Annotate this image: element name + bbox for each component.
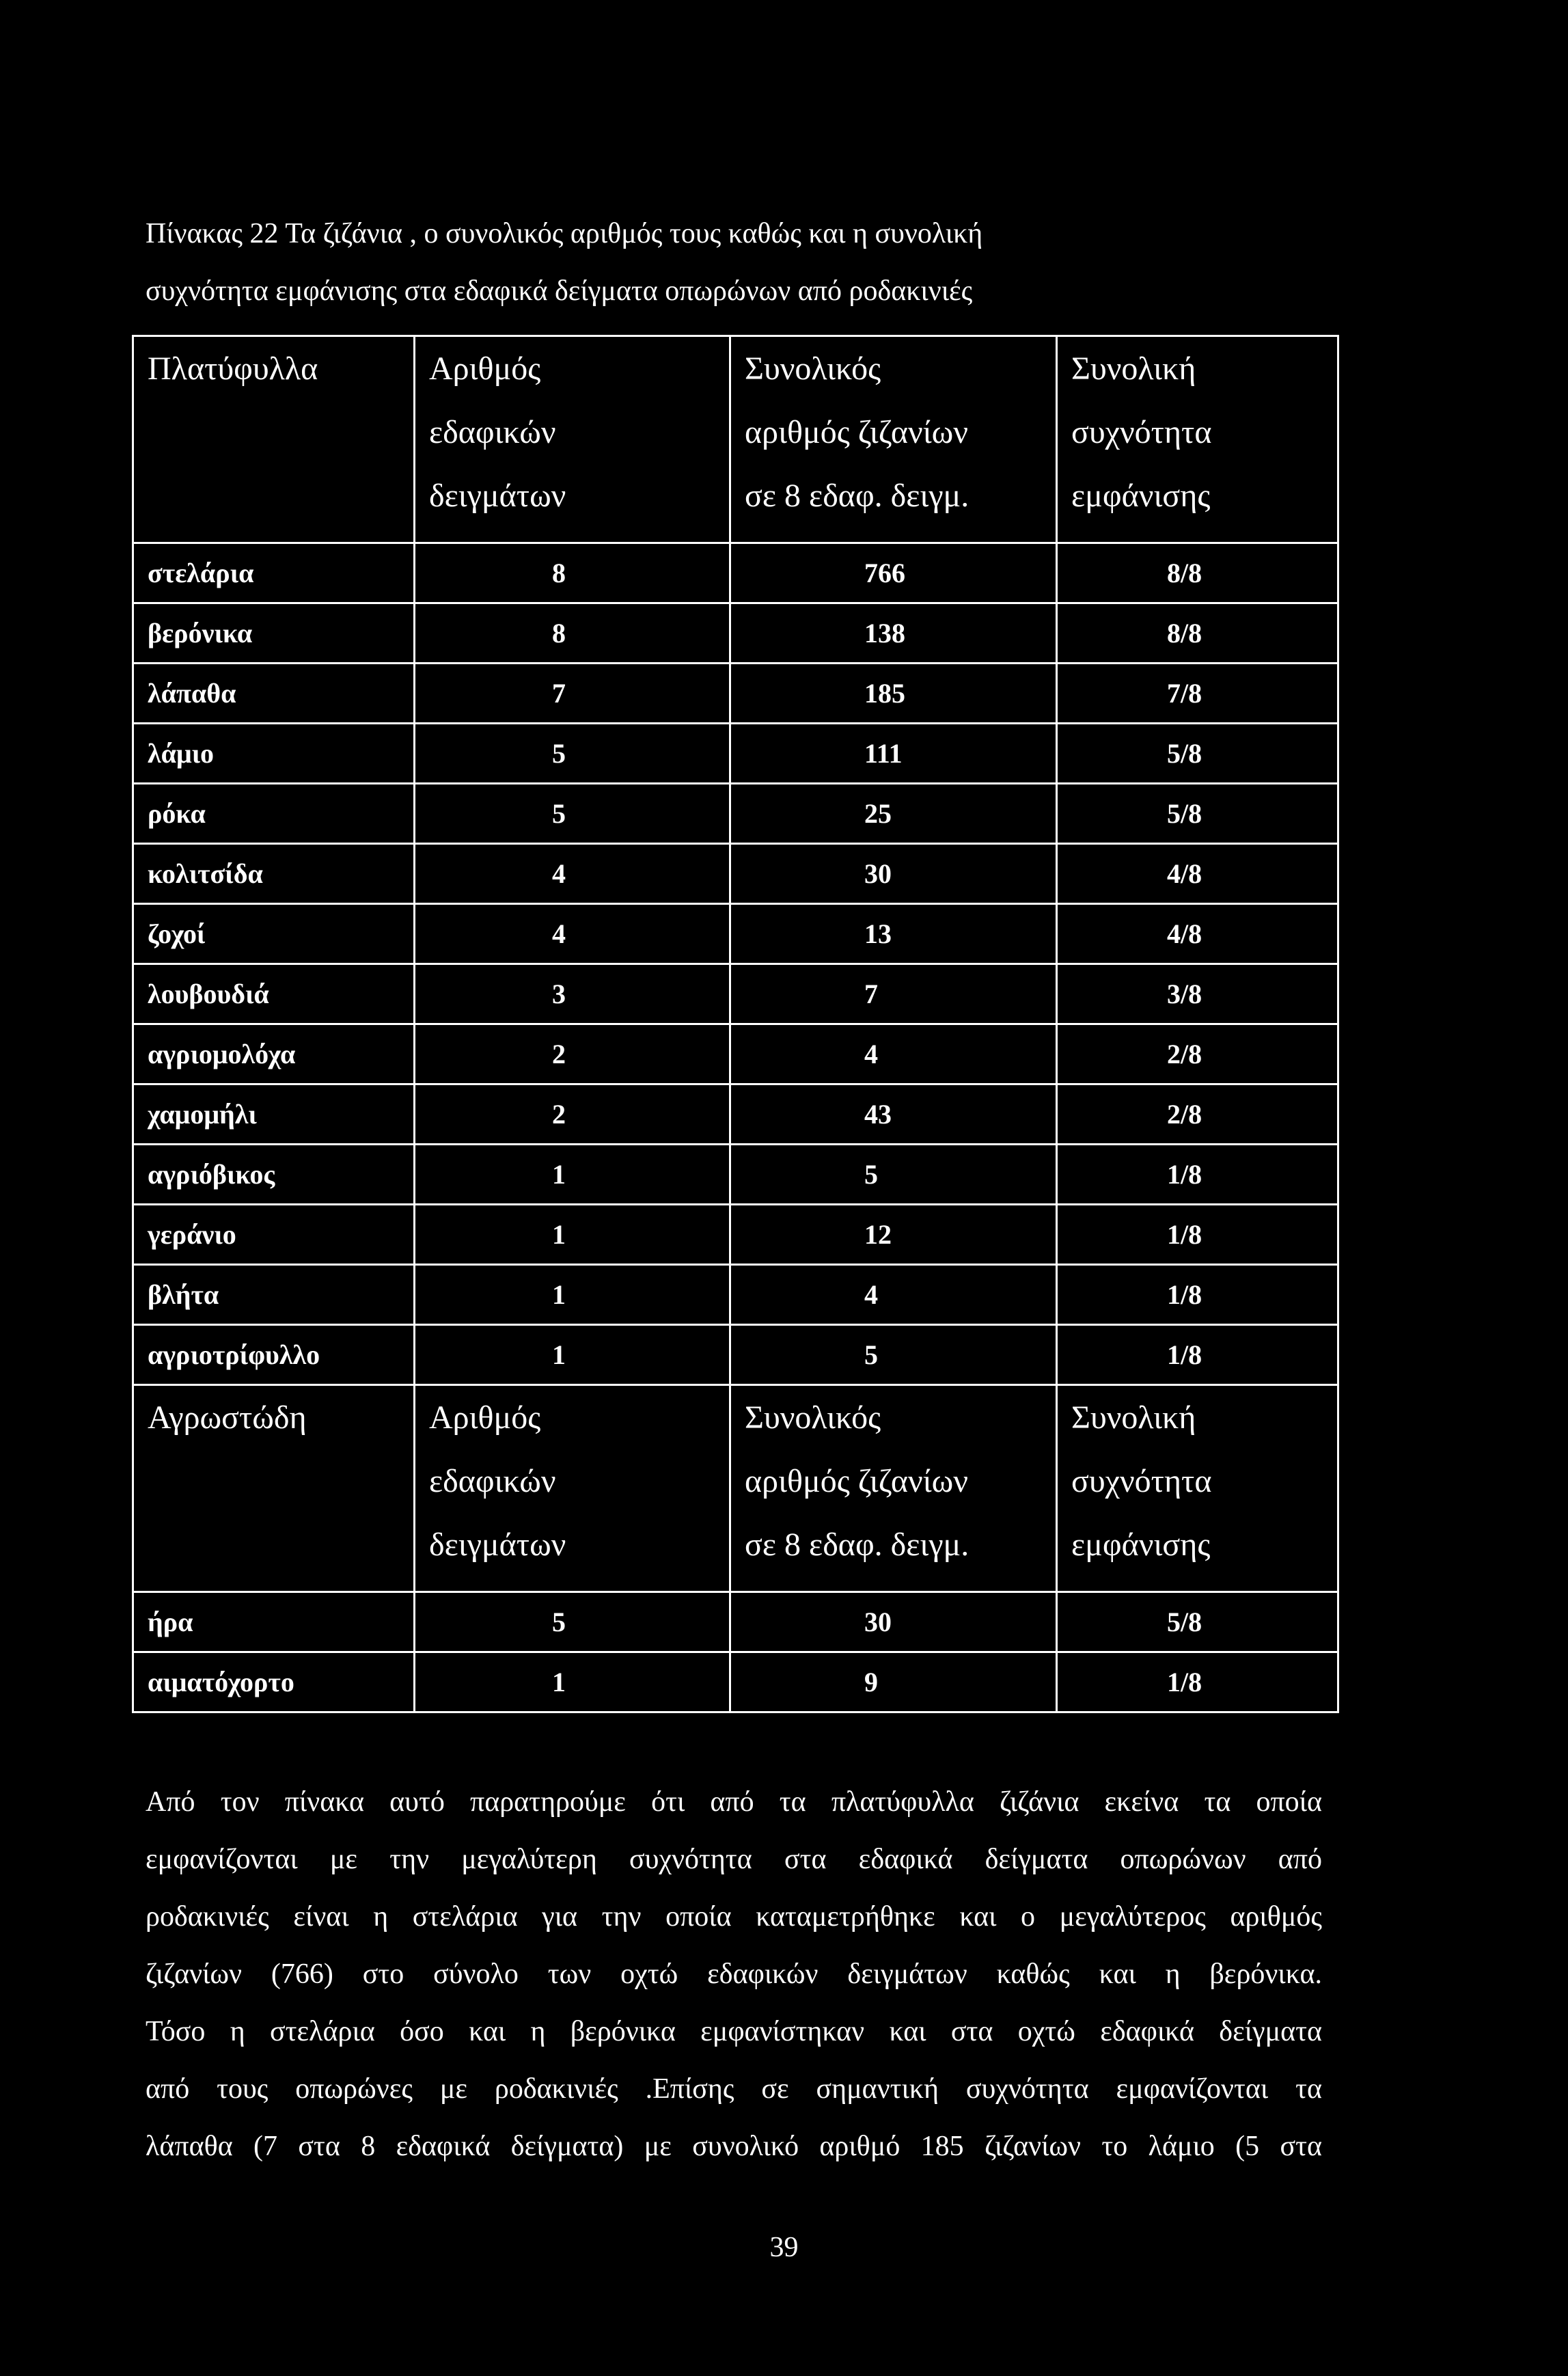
- header-line: Συνολικός: [745, 351, 881, 387]
- cell-total: 30: [730, 844, 1057, 904]
- cell-total: 111: [730, 724, 1057, 784]
- cell-name: λάμιο: [133, 724, 415, 784]
- cell-samples: 7: [415, 664, 730, 724]
- cell-total: 30: [730, 1592, 1057, 1652]
- cell-freq: 3/8: [1057, 964, 1338, 1024]
- body-line: από τους οπωρώνες με ροδακινιές .Επίσης σε σημαντική συχνότητα εμφανίζονται τα: [146, 2073, 1322, 2105]
- table-row: [133, 1592, 1338, 1652]
- header-cell: [730, 336, 1057, 543]
- cell-name: λουβουδιά: [133, 964, 415, 1024]
- cell-samples: 5: [415, 724, 730, 784]
- cell-name: αγριόβικος: [133, 1145, 415, 1205]
- header-line: Πλατύφυλλα: [148, 351, 318, 387]
- cell-name: χαμομήλι: [133, 1084, 415, 1145]
- cell-freq: 5/8: [1057, 784, 1338, 844]
- cell-samples: 8: [415, 603, 730, 664]
- header-cell: [1057, 1385, 1338, 1592]
- body-line: ροδακινιές είναι η στελάρια για την οποία καταμετρήθηκε και ο μεγαλύτερος αριθμός: [146, 1901, 1322, 1933]
- table-row: [133, 1024, 1338, 1084]
- header-line: συχνότητα: [1071, 414, 1212, 450]
- cell-total: 43: [730, 1084, 1057, 1145]
- table-row: [133, 1145, 1338, 1205]
- cell-total: 12: [730, 1205, 1057, 1265]
- header-line: εμφάνισης: [1071, 478, 1211, 514]
- header-line: αριθμός ζιζανίων: [745, 414, 968, 450]
- header-line: σε 8 εδαφ. δειγμ.: [745, 1527, 969, 1563]
- cell-samples: 8: [415, 543, 730, 603]
- cell-freq: 4/8: [1057, 904, 1338, 964]
- cell-name: αγριοτρίφυλλο: [133, 1325, 415, 1385]
- caption-line-1: Πίνακας 22 Τα ζιζάνια , ο συνολικός αριθμός τους καθώς και η συνολική: [146, 218, 983, 249]
- cell-samples: 4: [415, 904, 730, 964]
- cell-total: 4: [730, 1265, 1057, 1325]
- table-row: [133, 1652, 1338, 1712]
- table-row: [133, 1325, 1338, 1385]
- cell-name: βερόνικα: [133, 603, 415, 664]
- header-line: αριθμός ζιζανίων: [745, 1463, 968, 1499]
- header-row-grasses: [133, 1385, 1338, 1592]
- cell-name: ήρα: [133, 1592, 415, 1652]
- table-row: [133, 724, 1338, 784]
- cell-freq: 4/8: [1057, 844, 1338, 904]
- header-line: Συνολική: [1071, 1399, 1196, 1436]
- header-cell: [133, 336, 415, 543]
- cell-freq: 7/8: [1057, 664, 1338, 724]
- cell-samples: 1: [415, 1145, 730, 1205]
- header-line: εδαφικών: [429, 1463, 556, 1499]
- cell-samples: 1: [415, 1652, 730, 1712]
- weeds-table: [132, 335, 1339, 1713]
- header-line: εδαφικών: [429, 414, 556, 450]
- header-row-broadleaf: [133, 336, 1338, 543]
- cell-samples: 1: [415, 1205, 730, 1265]
- header-line: Συνολική: [1071, 351, 1196, 387]
- cell-freq: 1/8: [1057, 1265, 1338, 1325]
- cell-samples: 5: [415, 1592, 730, 1652]
- cell-freq: 1/8: [1057, 1145, 1338, 1205]
- cell-name: λάπαθα: [133, 664, 415, 724]
- cell-total: 4: [730, 1024, 1057, 1084]
- cell-freq: 2/8: [1057, 1024, 1338, 1084]
- cell-total: 9: [730, 1652, 1057, 1712]
- body-paragraph: [146, 1773, 1322, 2175]
- caption-line-2: συχνότητα εμφάνισης στα εδαφικά δείγματα οπωρώνων από ροδακινιές: [146, 275, 973, 307]
- table-row: [133, 904, 1338, 964]
- header-cell: [415, 336, 730, 543]
- cell-name: κολιτσίδα: [133, 844, 415, 904]
- header-cell: [415, 1385, 730, 1592]
- cell-samples: 2: [415, 1084, 730, 1145]
- table-row: [133, 844, 1338, 904]
- cell-freq: 1/8: [1057, 1652, 1338, 1712]
- table-caption: [146, 205, 1409, 320]
- cell-samples: 4: [415, 844, 730, 904]
- header-line: σε 8 εδαφ. δειγμ.: [745, 478, 969, 514]
- cell-freq: 8/8: [1057, 603, 1338, 664]
- header-line: Αριθμός: [429, 1399, 541, 1436]
- cell-freq: 5/8: [1057, 724, 1338, 784]
- body-line: ζιζανίων (766) στο σύνολο των οχτώ εδαφικών δειγμάτων καθώς και η βερόνικα.: [146, 1958, 1322, 1990]
- body-line: εμφανίζονται με την μεγαλύτερη συχνότητα στα εδαφικά δείγματα οπωρώνων από: [146, 1844, 1322, 1875]
- body-line: λάπαθα (7 στα 8 εδαφικά δείγματα) με συνολικό αριθμό 185 ζιζανίων το λάμιο (5 στα: [146, 2131, 1322, 2162]
- cell-name: γεράνιο: [133, 1205, 415, 1265]
- header-line: Αγρωστώδη: [148, 1399, 307, 1436]
- cell-freq: 1/8: [1057, 1325, 1338, 1385]
- header-line: δειγμάτων: [429, 478, 566, 514]
- cell-name: ρόκα: [133, 784, 415, 844]
- header-cell: [1057, 336, 1338, 543]
- cell-total: 5: [730, 1145, 1057, 1205]
- cell-name: αιματόχορτο: [133, 1652, 415, 1712]
- cell-total: 5: [730, 1325, 1057, 1385]
- header-line: Συνολικός: [745, 1399, 881, 1436]
- cell-samples: 3: [415, 964, 730, 1024]
- header-line: δειγμάτων: [429, 1527, 566, 1563]
- table-row: [133, 1205, 1338, 1265]
- table-row: [133, 603, 1338, 664]
- table-row: [133, 1265, 1338, 1325]
- header-line: συχνότητα: [1071, 1463, 1212, 1499]
- cell-freq: 8/8: [1057, 543, 1338, 603]
- page-number: 39: [769, 2232, 799, 2263]
- cell-total: 25: [730, 784, 1057, 844]
- cell-total: 766: [730, 543, 1057, 603]
- cell-name: στελάρια: [133, 543, 415, 603]
- cell-total: 7: [730, 964, 1057, 1024]
- cell-samples: 2: [415, 1024, 730, 1084]
- table-row: [133, 543, 1338, 603]
- table-row: [133, 664, 1338, 724]
- cell-name: ζοχοί: [133, 904, 415, 964]
- cell-samples: 1: [415, 1265, 730, 1325]
- cell-name: αγριομολόχα: [133, 1024, 415, 1084]
- cell-freq: 1/8: [1057, 1205, 1338, 1265]
- body-line: Από τον πίνακα αυτό παρατηρούμε ότι από τα πλατύφυλλα ζιζάνια εκείνα τα οποία: [146, 1786, 1322, 1818]
- cell-samples: 5: [415, 784, 730, 844]
- cell-freq: 2/8: [1057, 1084, 1338, 1145]
- cell-total: 185: [730, 664, 1057, 724]
- table-row: [133, 964, 1338, 1024]
- table-row: [133, 784, 1338, 844]
- table-row: [133, 1084, 1338, 1145]
- cell-total: 13: [730, 904, 1057, 964]
- body-line: Τόσο η στελάρια όσο και η βερόνικα εμφανίστηκαν και στα οχτώ εδαφικά δείγματα: [146, 2016, 1322, 2047]
- header-line: εμφάνισης: [1071, 1527, 1211, 1563]
- header-cell: [730, 1385, 1057, 1592]
- cell-samples: 1: [415, 1325, 730, 1385]
- cell-freq: 5/8: [1057, 1592, 1338, 1652]
- header-line: Αριθμός: [429, 351, 541, 387]
- cell-name: βλήτα: [133, 1265, 415, 1325]
- header-cell: [133, 1385, 415, 1592]
- cell-total: 138: [730, 603, 1057, 664]
